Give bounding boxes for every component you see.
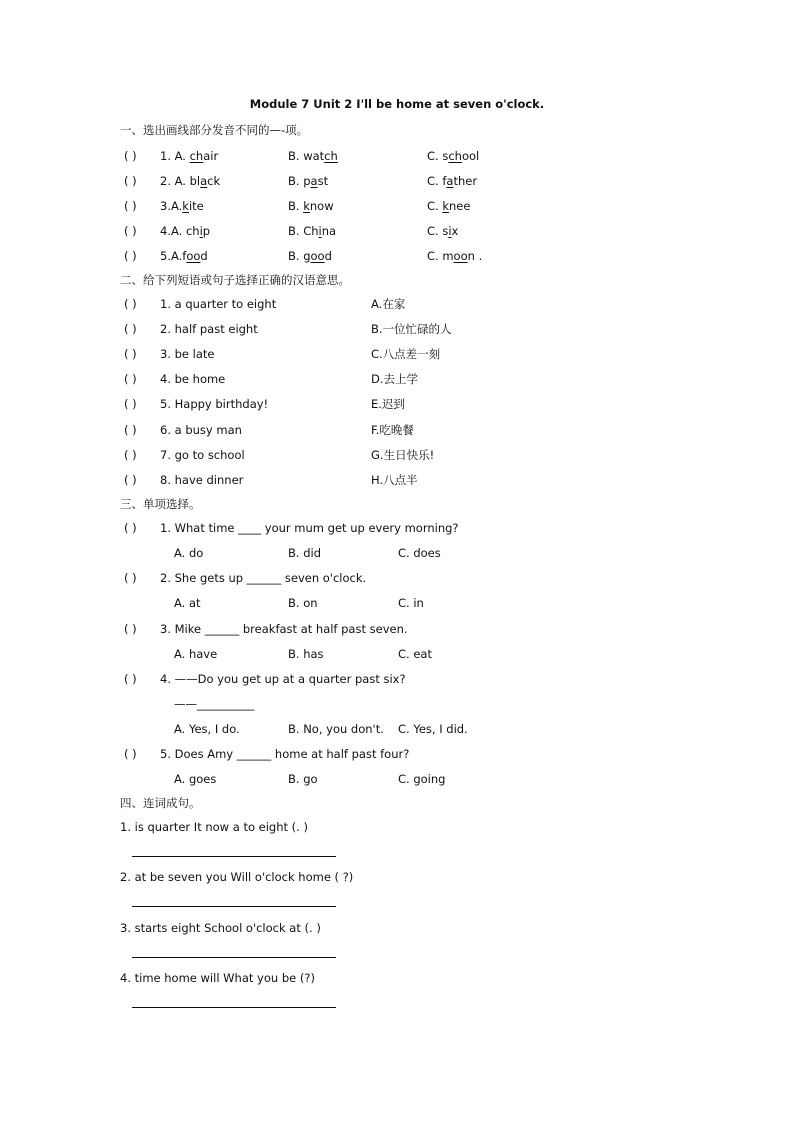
option-b	[288, 249, 332, 263]
meaning-option: E.迟到	[371, 397, 405, 412]
underlined-letters: oo	[453, 249, 468, 263]
section-3-heading: 三、单项选择。	[120, 497, 201, 511]
option-text: B. g	[288, 249, 311, 263]
option-text: d	[324, 249, 332, 263]
choice-a: A. do	[174, 546, 204, 560]
underlined-letters: k	[303, 199, 310, 213]
underlined-letters: a	[310, 174, 318, 188]
answer-bracket[interactable]: ( )	[124, 397, 137, 412]
option-text: C. m	[427, 249, 454, 263]
page-title: Module 7 Unit 2 I'll be home at seven o'clock.	[249, 97, 545, 111]
underlined-letters: k	[182, 199, 189, 213]
question-number: 4.A.	[160, 224, 186, 238]
answer-bracket[interactable]: ( )	[124, 347, 137, 362]
option-b	[288, 149, 338, 163]
option-text: p	[202, 224, 211, 238]
underlined-letters: a	[200, 174, 208, 188]
choice-c: C. Yes, I did.	[398, 722, 468, 736]
option-a	[160, 174, 220, 188]
answer-line[interactable]	[132, 856, 336, 857]
option-text: ool	[461, 149, 480, 163]
option-text: B.	[288, 199, 304, 213]
choice-c: C. going	[398, 772, 446, 786]
option-text: C. s	[427, 149, 449, 163]
choice-a: A. have	[174, 647, 218, 661]
underlined-letters: k	[442, 199, 450, 213]
phrase-text: 8. have dinner	[160, 472, 244, 487]
underlined-letters: oo	[186, 249, 201, 263]
meaning-option: D.去上学	[371, 372, 419, 387]
option-text: ite	[188, 199, 204, 213]
phrase-text: 1. a quarter to eight	[160, 297, 277, 311]
underlined-letters: i	[199, 224, 203, 238]
underlined-letters: i	[318, 224, 322, 238]
phrase-text: 4. be home	[160, 372, 226, 387]
answer-line[interactable]	[132, 957, 336, 958]
phrase-text: 5. Happy birthday!	[160, 397, 269, 412]
option-a	[160, 149, 218, 163]
option-c	[427, 224, 458, 238]
option-text: B. p	[288, 174, 311, 188]
phrase-text: 3. be late	[160, 347, 215, 362]
section-4-heading: 四、连词成句。	[120, 796, 201, 810]
question-number: 2. A.	[160, 174, 190, 188]
option-b	[288, 199, 334, 213]
answer-bracket[interactable]: ( )	[124, 472, 137, 487]
meaning-option: F.吃晚餐	[371, 422, 414, 437]
option-text: ch	[185, 224, 200, 238]
option-c	[427, 249, 482, 263]
option-text: C. f	[427, 174, 447, 188]
question-text: 5. Does Amy ______ home at half past four?	[160, 747, 410, 761]
answer-bracket[interactable]: ( )	[124, 322, 137, 337]
choice-a: A. Yes, I do.	[174, 722, 240, 736]
choice-b: B. No, you don't.	[288, 722, 384, 736]
option-text: n .	[467, 249, 483, 263]
answer-bracket[interactable]: ( )	[124, 422, 137, 437]
phrase-text: 6. a busy man	[160, 422, 242, 437]
option-text: B. Ch	[288, 224, 319, 238]
answer-line[interactable]	[132, 906, 336, 907]
meaning-option: C.八点差一刻	[371, 347, 441, 362]
underlined-letters: a	[446, 174, 454, 188]
choice-c: C. eat	[398, 647, 432, 661]
underlined-letters: ch	[448, 149, 462, 163]
underlined-letters: ch	[324, 149, 338, 163]
meaning-option: H.八点半	[371, 472, 418, 487]
answer-bracket[interactable]: ( )	[124, 149, 137, 163]
question-number: 3.A.	[160, 199, 183, 213]
choice-a: A. goes	[174, 772, 217, 786]
option-c	[427, 199, 470, 213]
word-order-item: 1. is quarter It now a to eight (. )	[120, 820, 308, 834]
word-order-item: 4. time home will What you be (?)	[120, 970, 315, 985]
answer-bracket[interactable]: ( )	[124, 249, 137, 263]
choice-b: B. on	[288, 596, 318, 610]
word-order-item: 3. starts eight School o'clock at (. )	[120, 920, 321, 935]
underlined-letters: i	[448, 224, 452, 238]
answer-line[interactable]	[132, 1007, 336, 1008]
option-text: bl	[189, 174, 201, 188]
answer-bracket[interactable]: ( )	[124, 747, 137, 761]
option-text: now	[309, 199, 334, 213]
option-text: st	[317, 174, 329, 188]
meaning-option: G.生日快乐!	[371, 447, 435, 462]
phrase-text: 7. go to school	[160, 447, 245, 462]
choice-b: B. has	[288, 647, 324, 661]
choice-c: C. does	[398, 546, 441, 560]
option-text: air	[203, 149, 219, 163]
answer-bracket[interactable]: ( )	[124, 224, 137, 238]
answer-bracket[interactable]: ( )	[124, 199, 137, 213]
answer-bracket[interactable]: ( )	[124, 521, 137, 535]
section-2-heading: 二、给下列短语或句子选择正确的汉语意思。	[120, 273, 350, 287]
answer-bracket[interactable]: ( )	[124, 622, 137, 636]
option-b	[288, 174, 328, 188]
answer-bracket[interactable]: ( )	[124, 672, 137, 686]
underlined-letters: oo	[310, 249, 325, 263]
option-text: C. s	[427, 224, 449, 238]
option-text: B. wat	[288, 149, 325, 163]
choice-b: B. go	[288, 772, 318, 786]
answer-bracket[interactable]: ( )	[124, 571, 137, 585]
option-c	[427, 149, 479, 163]
answer-bracket[interactable]: ( )	[124, 447, 137, 462]
phrase-text: 2. half past eight	[160, 322, 258, 337]
option-text: d	[200, 249, 208, 263]
question-text: 3. Mike ______ breakfast at half past seven.	[160, 622, 408, 636]
option-text: C.	[427, 199, 443, 213]
option-text: ck	[207, 174, 221, 188]
meaning-option: A.在家	[371, 297, 406, 311]
option-a	[160, 224, 210, 238]
question-text: 1. What time ____ your mum get up every morning?	[160, 521, 459, 535]
option-text: na	[321, 224, 337, 238]
option-text: nee	[449, 199, 471, 213]
option-a	[160, 199, 204, 213]
option-c	[427, 174, 477, 188]
answer-bracket[interactable]: ( )	[124, 297, 137, 311]
meaning-option: B.一位忙碌的人	[371, 322, 452, 337]
option-a	[160, 249, 208, 263]
option-text: x	[451, 224, 459, 238]
choice-c: C. in	[398, 596, 424, 610]
section-1-heading: 一、选出画线部分发音不同的—-项。	[120, 123, 309, 137]
question-number: 1. A.	[160, 149, 190, 163]
choice-a: A. at	[174, 596, 201, 610]
answer-bracket[interactable]: ( )	[124, 372, 137, 387]
question-number: 5.A.f	[160, 249, 187, 263]
word-order-item: 2. at be seven you Will o'clock home ( ?)	[120, 870, 354, 885]
question-text: 4. ——Do you get up at a quarter past six?	[160, 672, 406, 686]
underlined-letters: ch	[189, 149, 204, 163]
answer-blank[interactable]: ——__________	[174, 697, 255, 711]
choice-b: B. did	[288, 546, 321, 560]
question-text: 2. She gets up ______ seven o'clock.	[160, 571, 367, 585]
answer-bracket[interactable]: ( )	[124, 174, 137, 188]
option-b	[288, 224, 336, 238]
option-text: ther	[453, 174, 478, 188]
